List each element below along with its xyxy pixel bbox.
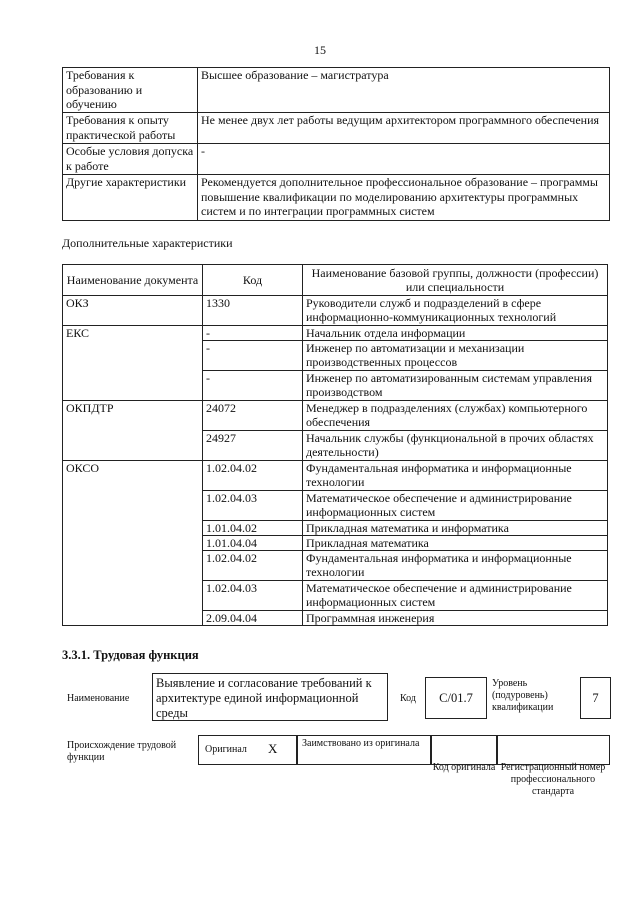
doc-cell <box>63 431 203 461</box>
name-cell: Прикладная математика <box>303 536 608 551</box>
table-row <box>63 113 610 144</box>
name-cell: Начальник отдела информации <box>303 326 608 341</box>
table-row <box>63 341 608 371</box>
additional-table <box>62 264 608 626</box>
requirement-value: Не менее двух лет работы ведущим архитектором программного обеспечения <box>198 113 610 144</box>
code-cell: 1.02.04.02 <box>203 551 303 581</box>
code-cell: - <box>203 326 303 341</box>
doc-cell <box>63 521 203 536</box>
requirement-label: Особые условия допуска к работе <box>63 144 198 175</box>
header-name: Наименование базовой группы, должности (профессии) или специальности <box>303 265 608 296</box>
table-row <box>63 326 608 341</box>
doc-cell: ЕКС <box>63 326 203 341</box>
name-cell: Математическое обеспечение и администрирование информационных систем <box>303 491 608 521</box>
name-cell: Математическое обеспечение и администрирование информационных систем <box>303 581 608 611</box>
page-number: 15 <box>314 43 326 57</box>
doc-cell: ОКПДТР <box>63 401 203 431</box>
table-row <box>63 401 608 431</box>
doc-cell <box>63 551 203 581</box>
code-cell: 1.02.04.03 <box>203 491 303 521</box>
requirement-value: Рекомендуется дополнительное профессиональное образование – программы повышение квалификации по моделированию архитектуры программных систем и по интеграции программных систем <box>198 175 610 221</box>
table-row <box>63 431 608 461</box>
code-cell: 1.01.04.02 <box>203 521 303 536</box>
code-label: Код <box>400 693 416 704</box>
level-label: Уровень (подуровень) квалификации <box>492 678 554 713</box>
table-row <box>63 581 608 611</box>
name-cell: Прикладная математика и информатика <box>303 521 608 536</box>
origin-code-box <box>430 735 498 765</box>
name-cell: Инженер по автоматизированным системам управления производством <box>303 371 608 401</box>
table-row <box>63 611 608 626</box>
labor-function-heading: 3.3.1. Трудовая функция <box>62 648 199 662</box>
doc-cell <box>63 371 203 401</box>
function-name-box: Выявление и согласование требований к архитектуре единой информационной среды <box>152 673 388 721</box>
requirement-label: Другие характеристики <box>63 175 198 221</box>
code-cell: 1.02.04.03 <box>203 581 303 611</box>
level-box: 7 <box>580 677 611 719</box>
doc-cell: ОКСО <box>63 461 203 491</box>
reg-number-box <box>496 735 610 765</box>
code-cell: 24927 <box>203 431 303 461</box>
original-mark: X <box>268 741 278 756</box>
table-row <box>63 296 608 326</box>
header-doc: Наименование документа <box>63 265 203 296</box>
additional-title: Дополнительные характеристики <box>62 236 233 250</box>
code-cell: 1330 <box>203 296 303 326</box>
function-code-box: C/01.7 <box>425 677 487 719</box>
requirement-label: Требования к опыту практической работы <box>63 113 198 144</box>
table-row <box>63 551 608 581</box>
table-row <box>63 536 608 551</box>
name-cell: Фундаментальная информатика и информационные технологии <box>303 551 608 581</box>
origin-code-caption: Код оригинала <box>432 762 496 773</box>
requirement-value: - <box>198 144 610 175</box>
table-row <box>63 371 608 401</box>
name-label: Наименование <box>67 693 130 704</box>
code-cell: 24072 <box>203 401 303 431</box>
code-cell: 1.01.04.04 <box>203 536 303 551</box>
name-cell: Фундаментальная информатика и информационные технологии <box>303 461 608 491</box>
doc-cell <box>63 581 203 611</box>
name-cell: Менеджер в подразделениях (службах) компьютерного обеспечения <box>303 401 608 431</box>
code-cell: - <box>203 341 303 371</box>
table-row <box>63 175 610 221</box>
table-row <box>63 144 610 175</box>
code-cell: 2.09.04.04 <box>203 611 303 626</box>
code-cell: - <box>203 371 303 401</box>
requirement-value: Высшее образование – магистратура <box>198 68 610 113</box>
origin-label: Происхождение трудовой функции <box>67 740 177 763</box>
doc-cell <box>63 491 203 521</box>
doc-cell <box>63 536 203 551</box>
requirement-label: Требования к образованию и обучению <box>63 68 198 113</box>
doc-cell <box>63 341 203 371</box>
doc-cell: ОКЗ <box>63 296 203 326</box>
reg-number-caption: Регистрационный номер профессионального стандарта <box>500 762 606 797</box>
table-row <box>63 521 608 536</box>
name-cell: Руководители служб и подразделений в сфере информационно-коммуникационных технологий <box>303 296 608 326</box>
table-row <box>63 68 610 113</box>
table-row <box>63 491 608 521</box>
code-cell: 1.02.04.02 <box>203 461 303 491</box>
name-cell: Программная инженерия <box>303 611 608 626</box>
borrowed-box <box>296 735 432 765</box>
requirements-table <box>62 67 610 221</box>
borrowed-label: Заимствовано из оригинала <box>302 738 420 749</box>
name-cell: Инженер по автоматизации и механизации производственных процессов <box>303 341 608 371</box>
header-code: Код <box>203 265 303 296</box>
original-label: Оригинал <box>205 744 247 755</box>
table-row <box>63 461 608 491</box>
doc-cell <box>63 611 203 626</box>
original-box <box>198 735 298 765</box>
name-cell: Начальник службы (функциональной в прочих областях деятельности) <box>303 431 608 461</box>
header-row <box>63 265 608 296</box>
